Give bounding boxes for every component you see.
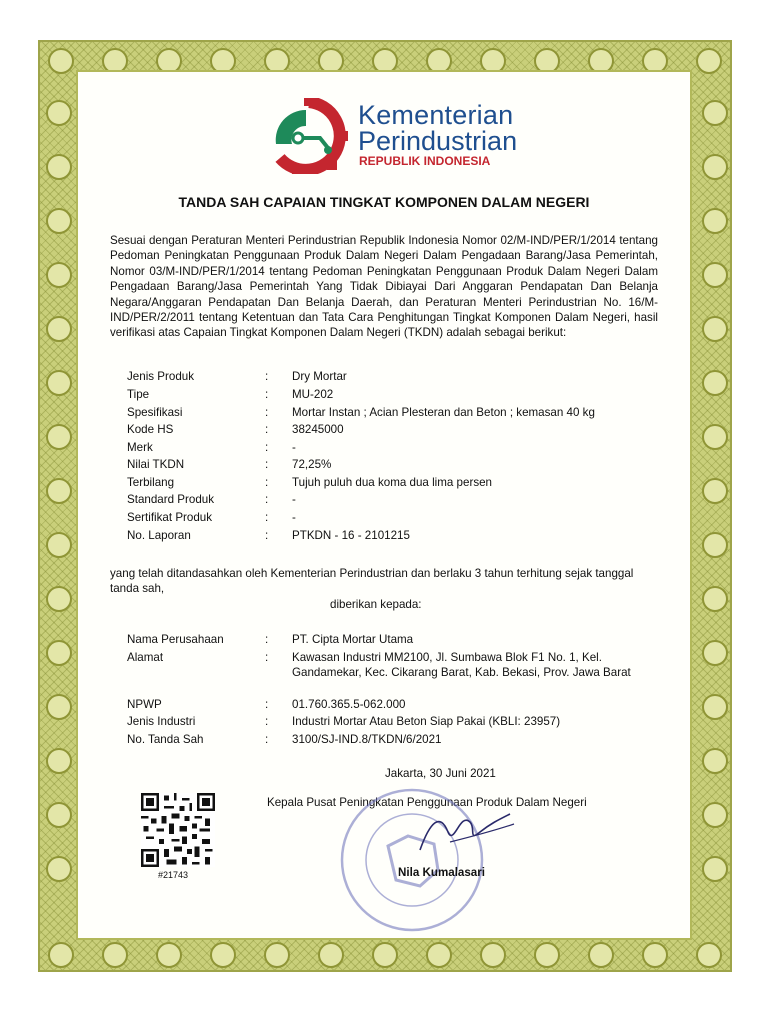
garuda-ornament-icon	[46, 316, 72, 342]
colon: :	[265, 698, 269, 711]
colon: :	[265, 715, 269, 728]
qr-number: #21743	[158, 870, 189, 880]
colon: :	[265, 370, 269, 383]
product-value: -	[292, 511, 296, 524]
garuda-ornament-icon	[702, 640, 728, 666]
garuda-ornament-icon	[426, 942, 452, 968]
garuda-ornament-icon	[372, 48, 398, 74]
garuda-ornament-icon	[102, 48, 128, 74]
company-label: No. Tanda Sah	[127, 733, 204, 746]
garuda-ornament-icon	[46, 154, 72, 180]
colon: :	[265, 511, 269, 524]
product-value: Tujuh puluh dua koma dua lima persen	[292, 476, 493, 489]
colon: :	[265, 651, 269, 664]
validity-paragraph: yang telah ditandasahkan oleh Kementerian Perindustrian dan berlaku 3 tahun terhitung sejak tanggal tanda sah,	[110, 567, 634, 596]
product-value: PTKDN - 16 - 2101215	[292, 529, 410, 542]
garuda-ornament-icon	[480, 942, 506, 968]
product-value: -	[292, 441, 296, 454]
garuda-ornament-icon	[702, 748, 728, 774]
intro-paragraph: Sesuai dengan Peraturan Menteri Perindustrian Republik Indonesia Nomor 02/M-IND/PER/1/2014 tentang Pedoman Peningkatan Penggunaan Produk Dalam Negeri Dalam Pengadaan Barang/Jasa Pemerintah, Nomor 03/M-IND/PER/1/2014 tentang Pedoman Peningkatan Penggunaan Produk Dalam Negeri Dalam Pengadaan Barang/Jasa Pemerintah Yang Tidak Dibiayai Dari Anggaran Pendapatan Dan Belanja Negara/Anggaran Pendapatan Dan Belanja Daerah, dan Peraturan Menteri Perindustrian No. 16/M-IND/PER/2/2011 tentang Ketentuan dan Tata Cara Penghitungan Tingkat Komponen Dalam Negeri, hasil verifikasi atas Capaian Tingkat Komponen Dalam Negeri (TKDN) adalah sebagai berikut:	[110, 234, 658, 340]
garuda-ornament-icon	[702, 424, 728, 450]
handwritten-signature-icon	[410, 802, 520, 862]
garuda-ornament-icon	[702, 100, 728, 126]
product-label: Kode HS	[127, 423, 174, 436]
product-label: Nilai TKDN	[127, 458, 185, 471]
certificate-title: TANDA SAH CAPAIAN TINGKAT KOMPONEN DALAM NEGERI	[178, 194, 590, 210]
company-value: 01.760.365.5-062.000	[292, 698, 406, 711]
garuda-ornament-icon	[264, 942, 290, 968]
product-value: 72,25%	[292, 458, 332, 471]
garuda-ornament-icon	[46, 208, 72, 234]
colon: :	[265, 458, 269, 471]
garuda-ornament-icon	[702, 694, 728, 720]
company-label: Nama Perusahaan	[127, 633, 224, 646]
product-value: 38245000	[292, 423, 344, 436]
colon: :	[265, 633, 269, 646]
qr-code-icon[interactable]	[141, 793, 215, 867]
garuda-ornament-icon	[642, 48, 668, 74]
product-value: -	[292, 493, 296, 506]
garuda-ornament-icon	[210, 48, 236, 74]
brand-line-2: Perindustrian	[358, 126, 518, 156]
signer-name: Nila Kumalasari	[398, 866, 485, 879]
place-date: Jakarta, 30 Juni 2021	[385, 767, 496, 780]
garuda-ornament-icon	[480, 48, 506, 74]
garuda-ornament-icon	[318, 48, 344, 74]
given-to-label: diberikan kepada:	[330, 598, 422, 611]
garuda-ornament-icon	[702, 532, 728, 558]
garuda-ornament-icon	[46, 478, 72, 504]
garuda-ornament-icon	[46, 748, 72, 774]
garuda-ornament-icon	[318, 942, 344, 968]
garuda-ornament-icon	[102, 942, 128, 968]
garuda-ornament-icon	[702, 856, 728, 882]
garuda-ornament-icon	[48, 48, 74, 74]
garuda-ornament-icon	[702, 802, 728, 828]
colon: :	[265, 441, 269, 454]
garuda-ornament-icon	[46, 640, 72, 666]
garuda-ornament-icon	[702, 370, 728, 396]
garuda-ornament-icon	[534, 942, 560, 968]
garuda-ornament-icon	[702, 154, 728, 180]
garuda-ornament-icon	[588, 48, 614, 74]
garuda-ornament-icon	[702, 262, 728, 288]
company-label: Alamat	[127, 651, 164, 664]
garuda-ornament-icon	[46, 694, 72, 720]
product-value: MU-202	[292, 388, 334, 401]
company-label: Jenis Industri	[127, 715, 196, 728]
garuda-ornament-icon	[702, 208, 728, 234]
product-label: Spesifikasi	[127, 406, 183, 419]
company-value: Kawasan Industri MM2100, Jl. Sumbawa Blok F1 No. 1, Kel. Gandamekar, Kec. Cikarang Barat, Kab. Bekasi, Prov. Jawa Barat	[292, 651, 631, 679]
garuda-ornament-icon	[46, 424, 72, 450]
garuda-ornament-icon	[702, 586, 728, 612]
garuda-ornament-icon	[156, 48, 182, 74]
garuda-ornament-icon	[372, 942, 398, 968]
garuda-ornament-icon	[210, 942, 236, 968]
garuda-ornament-icon	[46, 262, 72, 288]
product-label: Jenis Produk	[127, 370, 195, 383]
garuda-ornament-icon	[534, 48, 560, 74]
colon: :	[265, 388, 269, 401]
colon: :	[265, 423, 269, 436]
product-value: Mortar Instan ; Acian Plesteran dan Beton ; kemasan 40 kg	[292, 406, 595, 419]
garuda-ornament-icon	[46, 856, 72, 882]
product-label: Standard Produk	[127, 493, 215, 506]
garuda-ornament-icon	[264, 48, 290, 74]
product-label: No. Laporan	[127, 529, 191, 542]
garuda-ornament-icon	[426, 48, 452, 74]
garuda-ornament-icon	[642, 942, 668, 968]
garuda-ornament-icon	[46, 532, 72, 558]
colon: :	[265, 529, 269, 542]
brand-line-1: Kementerian	[358, 100, 514, 130]
garuda-ornament-icon	[46, 586, 72, 612]
garuda-ornament-icon	[46, 370, 72, 396]
product-label: Sertifikat Produk	[127, 511, 213, 524]
garuda-ornament-icon	[48, 942, 74, 968]
colon: :	[265, 406, 269, 419]
colon: :	[265, 476, 269, 489]
garuda-ornament-icon	[702, 478, 728, 504]
garuda-ornament-icon	[588, 942, 614, 968]
garuda-ornament-icon	[696, 48, 722, 74]
product-label: Merk	[127, 441, 153, 454]
kemenperin-logo-icon	[268, 98, 350, 174]
colon: :	[265, 493, 269, 506]
colon: :	[265, 733, 269, 746]
garuda-ornament-icon	[156, 942, 182, 968]
company-value: Industri Mortar Atau Beton Siap Pakai (KBLI: 23957)	[292, 715, 561, 728]
product-value: Dry Mortar	[292, 370, 347, 383]
garuda-ornament-icon	[46, 100, 72, 126]
company-label: NPWP	[127, 698, 162, 711]
company-value: PT. Cipta Mortar Utama	[292, 633, 414, 646]
garuda-ornament-icon	[46, 802, 72, 828]
product-label: Terbilang	[127, 476, 175, 489]
product-label: Tipe	[127, 388, 150, 401]
garuda-ornament-icon	[696, 942, 722, 968]
signer-title: Kepala Pusat Peningkatan Penggunaan Produk Dalam Negeri	[267, 796, 587, 809]
garuda-ornament-icon	[702, 316, 728, 342]
brand-line-3: REPUBLIK INDONESIA	[359, 154, 491, 168]
company-value: 3100/SJ-IND.8/TKDN/6/2021	[292, 733, 442, 746]
